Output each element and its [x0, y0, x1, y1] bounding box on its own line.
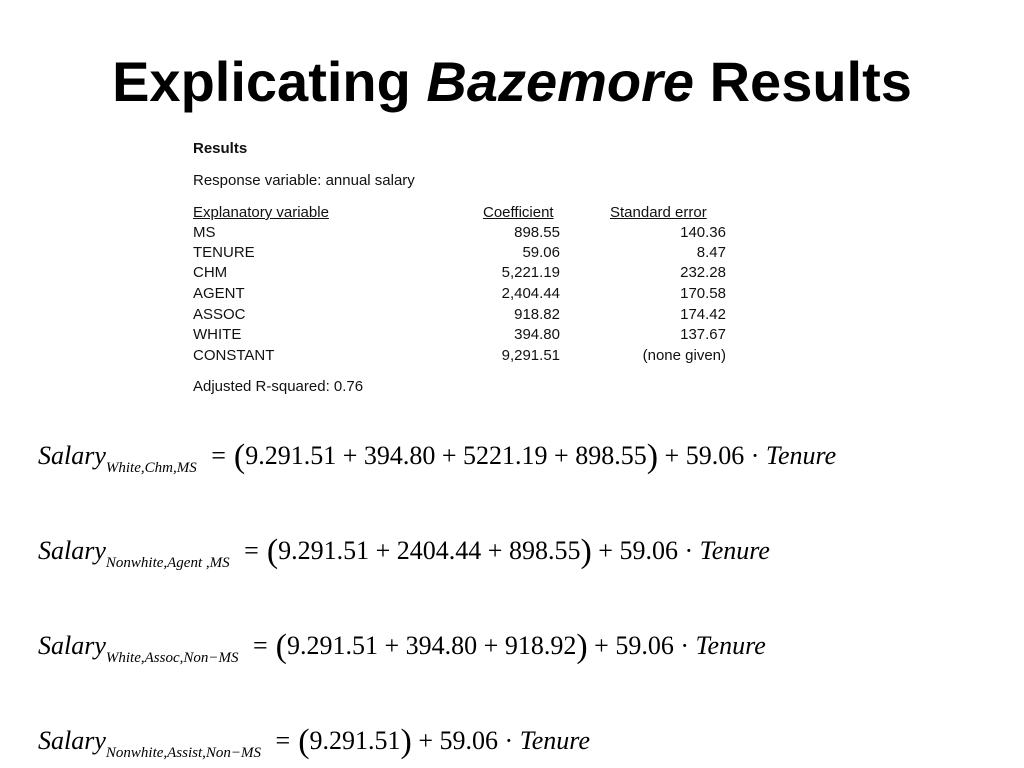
row-coefficient: 2,404.44: [501, 285, 560, 302]
row-coefficient: 918.82: [514, 306, 560, 323]
equation-inner: 9.291.51 + 394.80 + 918.92: [287, 631, 577, 660]
row-coefficient: 59.06: [522, 244, 560, 261]
row-std-error: 8.47: [696, 244, 726, 261]
row-std-error: 140.36: [680, 224, 726, 241]
equation-subscript: Nonwhite,Assist,Non−MS: [105, 745, 262, 761]
results-heading: Results: [193, 140, 248, 157]
open-paren: (: [298, 723, 310, 760]
equation-tail: + 59.06 ·: [598, 536, 700, 565]
slide-title: [0, 46, 1024, 118]
title-post: Results: [694, 50, 912, 113]
equation-lhs: Salary: [38, 536, 106, 565]
close-paren: ): [580, 533, 592, 570]
close-paren: ): [646, 438, 659, 475]
equation-inner: 9.291.51: [309, 726, 401, 755]
equation-subscript: Nonwhite,Agent ,MS: [105, 555, 230, 571]
row-variable: AGENT: [193, 285, 245, 302]
equation-subscript: White,Assoc,Non−MS: [105, 650, 239, 666]
response-variable: Response variable: annual salary: [193, 172, 415, 189]
equals-sign: =: [275, 726, 291, 755]
salary-equation: [38, 436, 836, 476]
table-row: [193, 224, 753, 244]
close-paren: ): [400, 723, 412, 760]
open-paren: (: [233, 438, 246, 475]
row-coefficient: 9,291.51: [501, 347, 560, 364]
equation-variable: Tenure: [765, 441, 837, 470]
equation-lhs: Salary: [38, 726, 106, 755]
equals-sign: =: [244, 536, 259, 565]
column-header-variable: Explanatory variable: [193, 204, 329, 221]
table-row: [193, 347, 753, 367]
column-header-coefficient: Coefficient: [483, 204, 554, 221]
equals-sign: =: [211, 441, 226, 470]
row-std-error: 170.58: [680, 285, 726, 302]
equation-variable: Tenure: [695, 631, 766, 660]
open-paren: (: [266, 533, 279, 570]
row-variable: TENURE: [193, 244, 255, 261]
table-row: [193, 306, 753, 326]
row-std-error: (none given): [642, 347, 726, 364]
equation-tail: + 59.06 ·: [594, 631, 696, 660]
row-variable: MS: [193, 224, 216, 241]
title-pre: Explicating: [112, 50, 427, 113]
equation-tail: + 59.06 ·: [418, 726, 520, 755]
row-variable: WHITE: [193, 326, 242, 343]
salary-equation: [38, 531, 770, 571]
column-header-std-error: Standard error: [610, 204, 707, 221]
table-row: [193, 326, 753, 346]
equation-inner: 9.291.51 + 2404.44 + 898.55: [278, 536, 581, 565]
equation-lhs: Salary: [38, 631, 106, 660]
row-coefficient: 5,221.19: [501, 264, 560, 281]
equation-variable: Tenure: [699, 536, 770, 565]
close-paren: ): [576, 628, 588, 665]
salary-equation: [38, 626, 766, 666]
equation-lhs: Salary: [38, 441, 106, 470]
table-row: [193, 285, 753, 305]
results-table: [193, 140, 753, 402]
equals-sign: =: [253, 631, 268, 660]
open-paren: (: [275, 628, 287, 665]
title-emphasis: Bazemore: [426, 50, 695, 113]
row-std-error: 137.67: [680, 326, 726, 343]
equation-subscript: White,Chm,MS: [105, 460, 197, 476]
equation-variable: Tenure: [519, 726, 590, 755]
table-row: [193, 244, 753, 264]
row-std-error: 232.28: [680, 264, 726, 281]
equation-inner: 9.291.51 + 394.80 + 5221.19 + 898.55: [245, 441, 647, 470]
row-variable: CONSTANT: [193, 347, 275, 364]
row-variable: CHM: [193, 264, 228, 281]
adjusted-r-squared: Adjusted R-squared: 0.76: [193, 378, 364, 395]
row-std-error: 174.42: [680, 306, 726, 323]
row-coefficient: 898.55: [514, 224, 560, 241]
row-coefficient: 394.80: [514, 326, 560, 343]
salary-equation: [38, 721, 590, 761]
row-variable: ASSOC: [193, 306, 246, 323]
table-row: [193, 264, 753, 284]
equation-tail: + 59.06 ·: [664, 441, 766, 470]
